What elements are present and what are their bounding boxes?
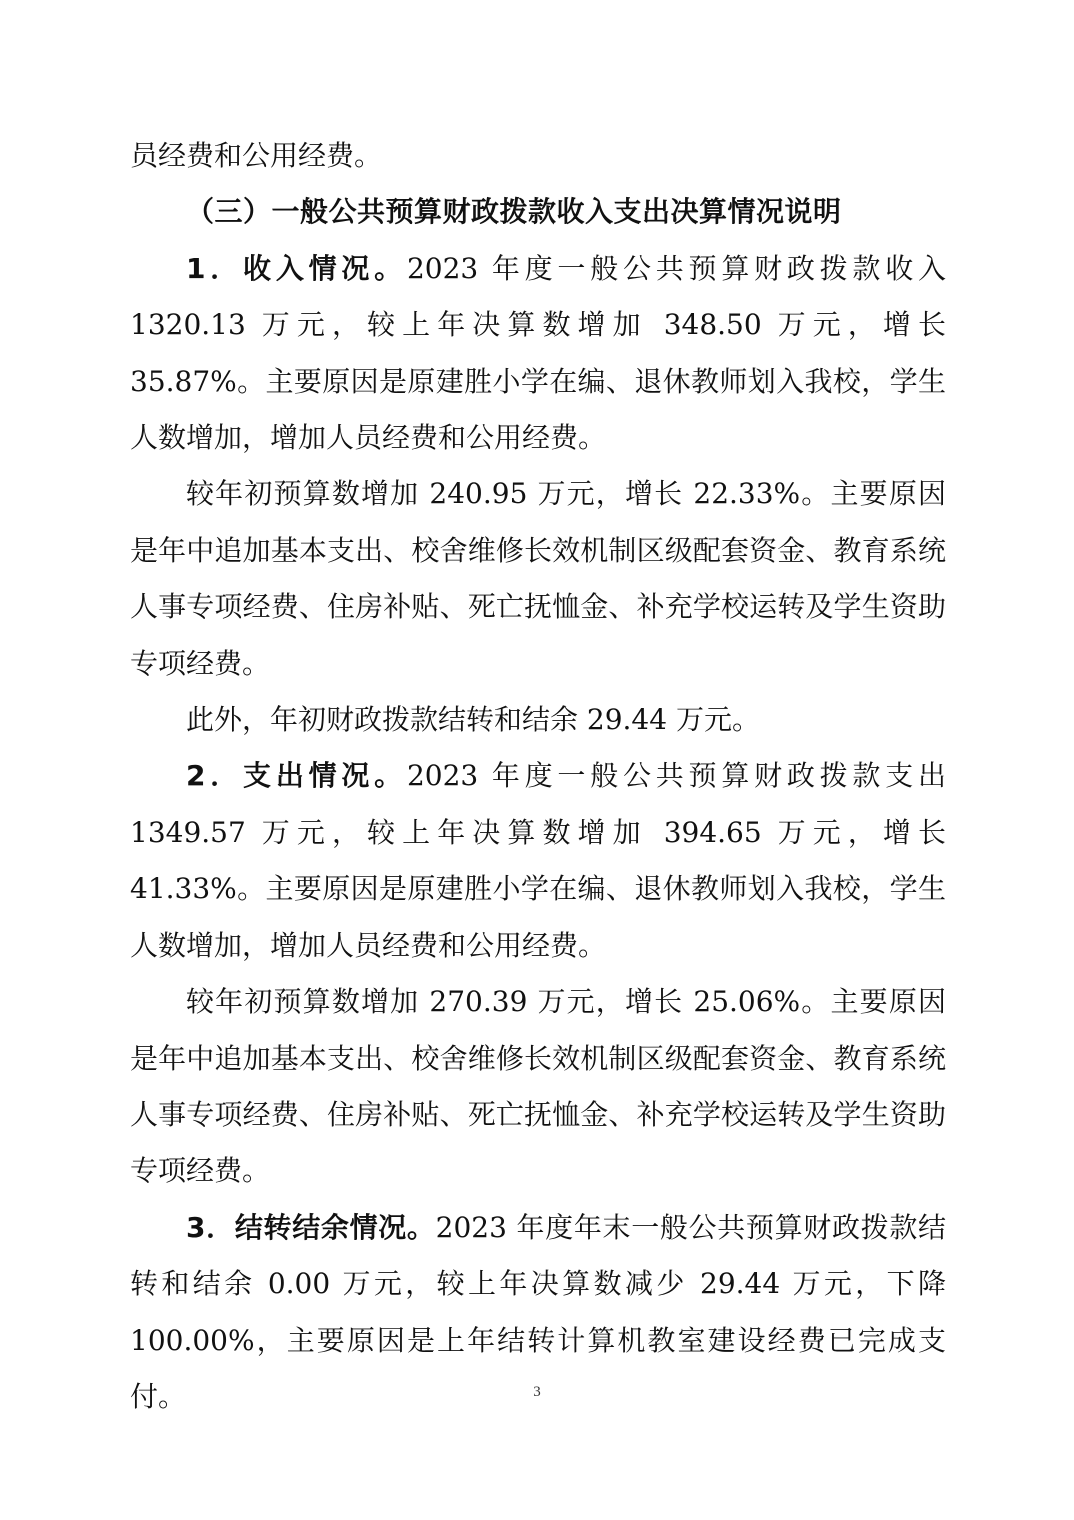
paragraph-lead: 1．收入情况。: [186, 251, 407, 285]
paragraph-text: 2023 年度一般公共预算财政拨款收入 1320.13 万元，较上年决算数增加 348.50 万元，增长 35.87%。主要原因是原建胜小学在编、退休教师划入我校，学生人数增加，增加人员经费和公用经费。: [130, 251, 946, 455]
paragraph-text: 较年初预算数增加 270.39 万元，增长 25.06%。主要原因是年中追加基本支出、校舍维修长效机制区级配套资金、教育系统人事专项经费、住房补贴、死亡抚恤金、补充学校运转及学生资助专项经费。: [130, 985, 946, 1188]
paragraph-text: 此外，年初财政拨款结转和结余 29.44 万元。: [186, 703, 760, 737]
paragraph-expense-budget: [130, 974, 946, 1200]
paragraph-text: 较年初预算数增加 240.95 万元，增长 22.33%。主要原因是年中追加基本支出、校舍维修长效机制区级配套资金、教育系统人事专项经费、住房补贴、死亡抚恤金、补充学校运转及学生资助专项经费。: [130, 477, 946, 680]
paragraph-carry-in: [130, 692, 946, 748]
section-heading-text: （三）一般公共预算财政拨款收入支出决算情况说明: [186, 195, 842, 229]
paragraph-text: 2023 年度年末一般公共预算财政拨款结转和结余 0.00 万元，较上年决算数减少 29.44 万元，下降 100.00%，主要原因是上年结转计算机教室建设经费已完成支付。: [130, 1210, 946, 1413]
paragraph-text: 2023 年度一般公共预算财政拨款支出 1349.57 万元，较上年决算数增加 394.65 万元，增长 41.33%。主要原因是原建胜小学在编、退休教师划入我校，学生人数增加，增加人员经费和公用经费。: [130, 759, 946, 962]
paragraph-lead: 3．结转结余情况。: [186, 1210, 436, 1244]
section-heading: [130, 184, 946, 240]
paragraph-income-budget: [130, 466, 946, 692]
paragraph-continuation: [130, 128, 946, 184]
document-body: [130, 128, 946, 1425]
paragraph-lead: 2．支出情况。: [186, 759, 407, 793]
paragraph-income: [130, 241, 946, 467]
paragraph-text: 员经费和公用经费。: [130, 139, 383, 172]
paragraph-expense: [130, 748, 946, 974]
page-number: 3: [533, 1384, 541, 1400]
